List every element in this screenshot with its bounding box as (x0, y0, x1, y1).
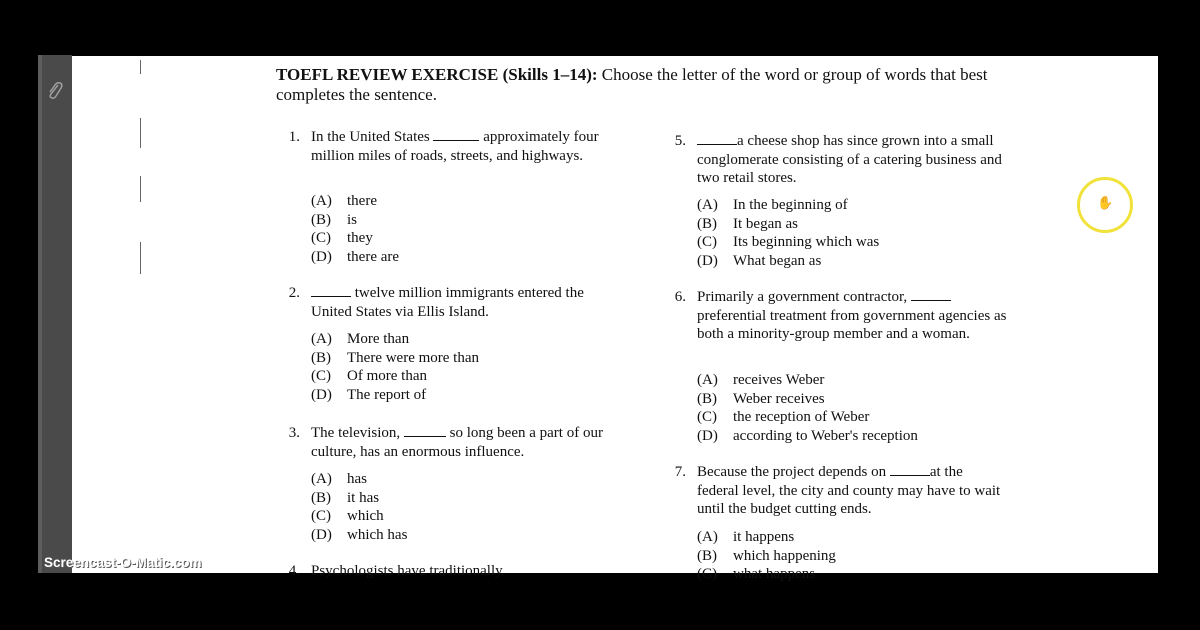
option-a[interactable] (311, 470, 407, 489)
recorder-watermark: Screencast-O-Matic.com (44, 555, 202, 570)
option-d[interactable] (311, 526, 407, 545)
option-letter: (C) (697, 566, 717, 583)
question-stem (311, 128, 621, 165)
margin-mark (140, 118, 141, 148)
exercise-title: TOEFL REVIEW EXERCISE (Skills 1–14): (276, 65, 598, 84)
option-text: it has (347, 489, 380, 506)
document-page (72, 56, 1158, 583)
options-list (311, 192, 399, 266)
option-text: what happens (733, 566, 816, 583)
stem-text: at the federal level, the city and county may have to wait until the budget cutting ends. (697, 464, 1001, 517)
option-text: the reception of Weber (733, 409, 870, 426)
option-d[interactable] (311, 386, 479, 405)
question-number: 1. (288, 129, 300, 145)
option-b[interactable] (697, 215, 879, 234)
stem-text: Psychologists have traditionally (311, 563, 503, 579)
option-d[interactable] (697, 252, 879, 271)
option-letter: (C) (697, 234, 717, 251)
question-number: 7. (674, 464, 686, 480)
stem-text: a cheese shop has since grown into a small conglomerate consisting of a catering business and two retail stores. (697, 133, 1002, 186)
option-b[interactable] (697, 390, 918, 409)
option-text: which happening (733, 547, 836, 564)
left-column (276, 128, 636, 579)
option-d[interactable] (311, 248, 399, 267)
option-c[interactable] (697, 408, 918, 427)
option-a[interactable] (697, 528, 836, 547)
answer-blank (697, 132, 737, 145)
option-text: There were more than (347, 349, 480, 366)
option-b[interactable] (311, 489, 407, 508)
option-text: In the beginning of (733, 197, 848, 213)
option-text: More than (347, 331, 410, 347)
option-text: there (347, 193, 377, 209)
stem-text: Primarily a government contractor, (697, 289, 908, 305)
viewer-sidebar (38, 55, 72, 573)
sidebar-strip (38, 55, 42, 573)
options-list (697, 196, 879, 270)
question-number: 5. (674, 133, 686, 149)
option-text: Weber receives (733, 390, 825, 407)
option-text: receives Weber (733, 372, 825, 388)
option-letter: (D) (311, 386, 332, 403)
option-text: It began as (733, 215, 798, 232)
question-stem (311, 424, 621, 461)
options-list (311, 330, 479, 404)
answer-blank (404, 424, 446, 437)
question-stem (697, 132, 1007, 188)
option-letter: (D) (311, 526, 332, 543)
question-number: 6. (674, 289, 686, 305)
margin-mark (140, 242, 141, 274)
option-letter: (C) (311, 508, 331, 525)
option-letter: (D) (697, 427, 718, 444)
question-stem (697, 463, 1007, 519)
question-stem (311, 284, 621, 321)
exercise-instruction: Choose the letter of the word or group of words that best completes the sentence. (276, 65, 988, 104)
question-number: 2. (288, 285, 300, 301)
option-text: which has (347, 526, 408, 543)
option-letter: (B) (311, 349, 331, 366)
option-text: they (347, 230, 373, 247)
option-letter: (A) (311, 331, 332, 347)
option-a[interactable] (311, 330, 479, 349)
option-letter: (B) (311, 211, 331, 228)
option-text: according to Weber's reception (733, 427, 918, 444)
right-column (662, 132, 1022, 583)
option-letter: (A) (697, 529, 718, 545)
option-letter: (A) (311, 193, 332, 209)
stem-text: so long been a part of our culture, has an enormous influence. (311, 425, 603, 460)
option-text: What began as (733, 252, 822, 269)
option-c[interactable] (311, 229, 399, 248)
option-d[interactable] (697, 427, 918, 446)
option-a[interactable] (697, 371, 918, 390)
option-text: Its beginning which was (733, 234, 880, 251)
option-text: is (347, 211, 358, 228)
question-stem (697, 288, 1007, 344)
option-letter: (A) (697, 372, 718, 388)
option-text: Of more than (347, 368, 427, 385)
option-letter: (A) (697, 197, 718, 213)
option-letter: (A) (311, 471, 332, 487)
option-letter: (B) (697, 390, 717, 407)
option-text: which (347, 508, 384, 525)
stem-text: twelve million immigrants entered the United States via Ellis Island. (311, 285, 584, 320)
option-text: it happens (733, 529, 795, 545)
option-c[interactable] (697, 565, 836, 584)
option-letter: (D) (311, 248, 332, 265)
answer-blank (433, 128, 479, 141)
option-letter: (C) (697, 409, 717, 426)
question-stem (311, 562, 621, 581)
option-c[interactable] (697, 233, 879, 252)
stem-text: preferential treatment from government agencies as both a minority-group member and a woman. (697, 307, 1007, 342)
margin-mark (140, 60, 141, 74)
option-text: there are (347, 248, 400, 265)
option-letter: (D) (697, 252, 718, 269)
option-text: has (347, 471, 367, 487)
paperclip-icon[interactable] (46, 79, 64, 103)
question-number: 4. (288, 563, 300, 579)
stem-text: The television, (311, 425, 401, 441)
option-b[interactable] (311, 211, 399, 230)
option-a[interactable] (697, 196, 879, 215)
option-letter: (C) (311, 368, 331, 385)
option-letter: (B) (697, 215, 717, 232)
exercise-header (276, 65, 1016, 105)
options-list (311, 470, 407, 544)
options-list (697, 371, 918, 445)
answer-blank (311, 284, 351, 297)
option-a[interactable] (311, 192, 399, 211)
margin-mark (140, 176, 141, 202)
hand-cursor-icon: ✋ (1097, 196, 1114, 211)
answer-blank (890, 463, 930, 476)
option-c[interactable] (311, 367, 479, 386)
option-b[interactable] (311, 349, 479, 368)
option-c[interactable] (311, 507, 407, 526)
question-number: 3. (288, 425, 300, 441)
stem-text: In the United States (311, 129, 430, 145)
answer-blank (911, 288, 951, 301)
stem-text: Because the project depends on (697, 464, 887, 480)
stem-text: approximately four million miles of roads, streets, and highways. (311, 129, 599, 164)
option-letter: (B) (697, 547, 717, 564)
option-b[interactable] (697, 547, 836, 566)
option-letter: (C) (311, 230, 331, 247)
options-list (697, 528, 836, 584)
option-text: The report of (347, 386, 427, 403)
option-letter: (B) (311, 489, 331, 506)
